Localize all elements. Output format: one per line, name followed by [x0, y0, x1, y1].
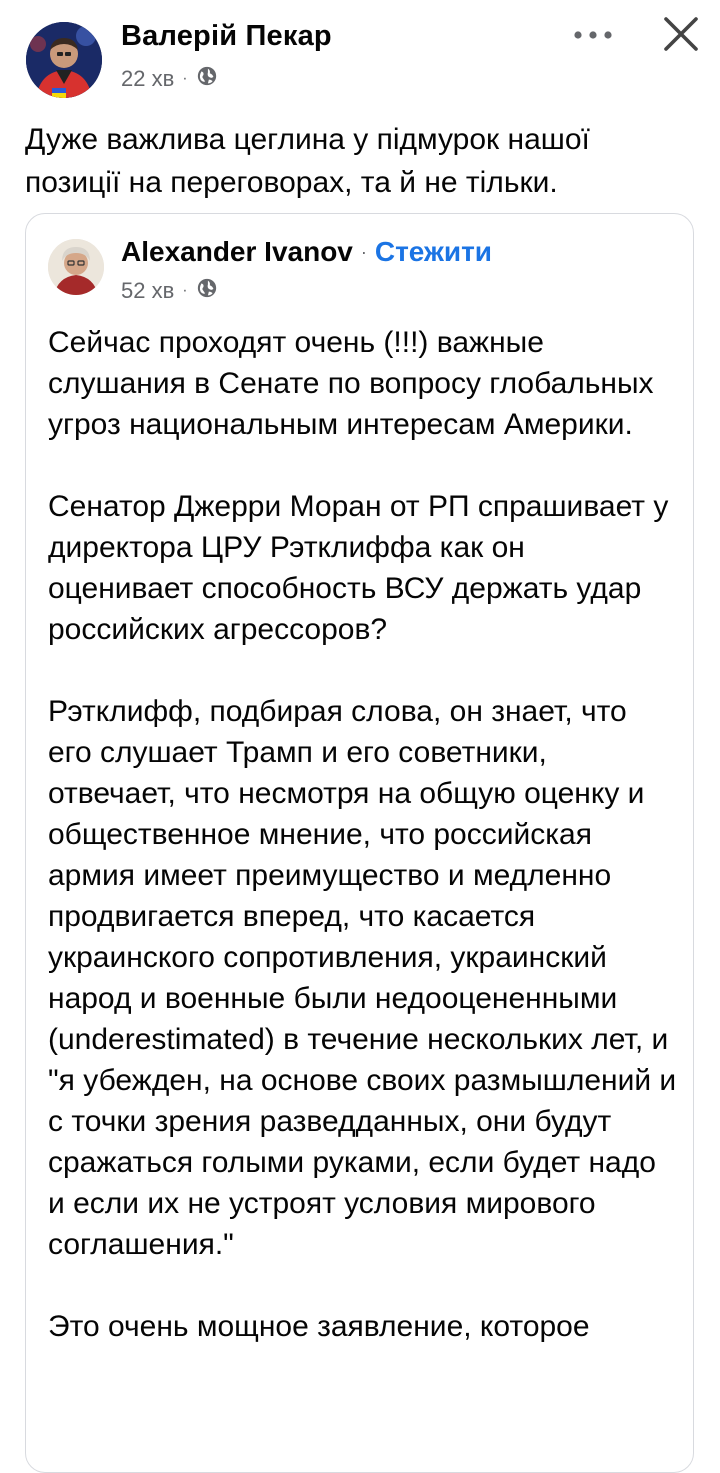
author-avatar-image [26, 22, 102, 98]
shared-paragraph: Сейчас проходят очень (!!!) важные слушания в Сенате по вопросу глобальных угроз национальным интересам Америки. [48, 326, 654, 441]
shared-post-card[interactable] [25, 213, 694, 1473]
meta-separator: · [182, 70, 188, 87]
author-name[interactable]: Валерій Пекар [121, 20, 332, 52]
author-avatar[interactable] [26, 22, 102, 98]
shared-post-body [48, 322, 678, 1388]
post-time[interactable]: 22 хв [121, 66, 175, 91]
follow-button[interactable]: Стежити [374, 236, 493, 267]
shared-author-avatar[interactable] [48, 239, 104, 295]
post-text: Дуже важлива цеглина у підмурок нашої позиції на переговорах, та й не тільки. [25, 123, 590, 199]
shared-meta-separator: · [182, 282, 188, 299]
more-horizontal-icon[interactable] [568, 20, 618, 50]
post-meta [121, 64, 218, 94]
shared-separator: · [360, 241, 367, 262]
close-icon[interactable] [656, 12, 706, 58]
shared-author-avatar-image [48, 239, 104, 295]
post-header [0, 0, 720, 110]
shared-paragraph: Это очень мощное заявление, которое [48, 1310, 590, 1343]
shared-paragraph: Сенатор Джерри Моран от РП спрашивает у директора ЦРУ Рэтклиффа как он оценивает способность ВСУ держать удар российских агрессоров? [48, 490, 669, 646]
shared-post-meta [121, 276, 218, 306]
globe-icon [196, 65, 218, 93]
shared-author-row [121, 234, 492, 270]
shared-author-name[interactable]: Alexander Ivanov [121, 236, 353, 267]
shared-post-time[interactable]: 52 хв [121, 278, 175, 303]
shared-paragraph: Рэтклифф, подбирая слова, он знает, что его слушает Трамп и его советники, отвечает, что несмотря на общую оценку и общественное мнение, что российская армия имеет преимущество и медленно продвигается вперед, что касается украинского сопротивления, украинский народ и военные были недооцененными (underestimated) в течение нескольких лет, и "я убежден, на основе своих размышлений и с точки зрения разведданных, они будут сражаться голыми руками, если будет надо и если их не устроят условия мирового соглашения." [48, 695, 677, 1261]
globe-icon [196, 277, 218, 305]
